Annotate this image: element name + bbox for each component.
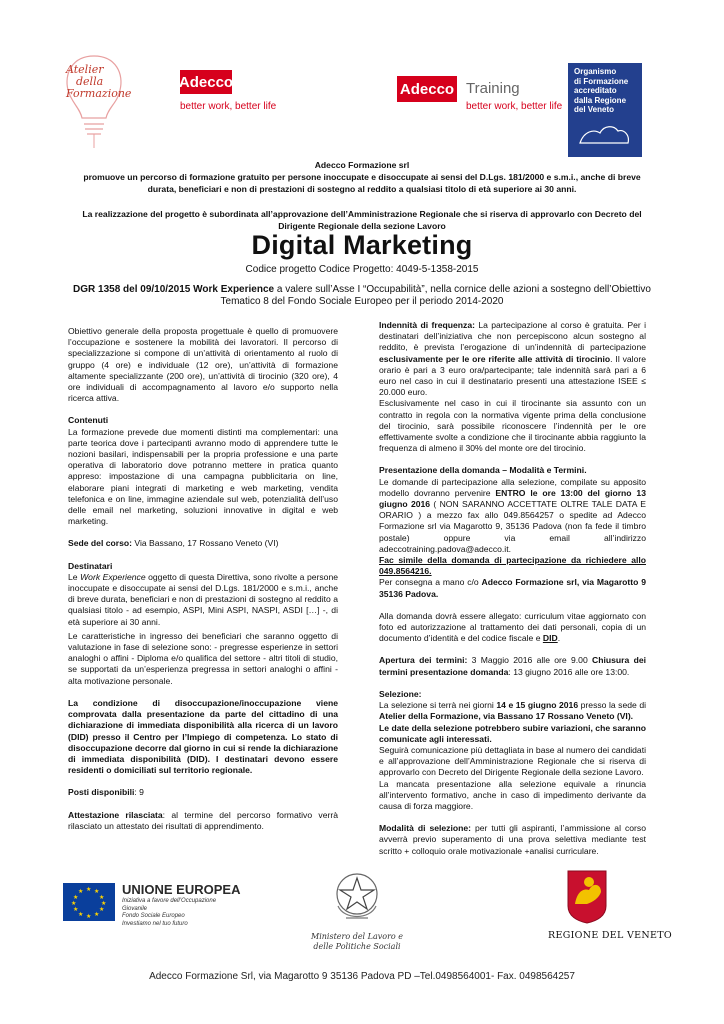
destinatari-section <box>68 561 338 628</box>
intro-paragraph: Obiettivo generale della proposta progettuale è quello di promuovere l’occupazione e sostenere la mobilità dei lavoratori. Il percorso di specializzazione si compone di un’attività di orientamento al ruolo di gruppo (4 ore) e individuale (12 ore), un’attività di formazione altamente specializzante (200 ore), un’attività di tirocinio (320 ore), 4 ore individuali di accompagnamento al lavoro e/o supporto nella ricerca attiva. <box>68 326 338 404</box>
presentazione-section <box>379 465 646 555</box>
contenuti-heading: Contenuti <box>68 415 109 426</box>
dest-text-a: Le <box>68 571 81 582</box>
sel-variazioni: Le date della selezione potrebbero subire variazioni, che saranno comunicate agli interessati. <box>379 722 646 744</box>
caratteristiche-paragraph: Le caratteristiche in ingresso dei beneficiari che saranno oggetto di valutazione in fase di selezione sono: - pregresse esperienze in settori analoghi o affini - Diploma e/o qualifica del settore - altri titoli di studio, se supportati da un’esperienza pregressa in settori analoghi o affini - alta motivazione personale. <box>68 630 338 686</box>
ministero-line-2: delle Politiche Sociali <box>313 942 401 951</box>
attestazione-label: Attestazione rilasciata <box>68 809 163 820</box>
selezione-heading: Selezione: <box>379 688 422 699</box>
veneto-line-4: dalla Regione <box>574 95 627 105</box>
sede-section <box>68 538 338 549</box>
atelier-line-2: della <box>76 75 104 88</box>
pres-text-b: ( NON SARANNO ACCETTATE OLTRE TALE DATA E ORARIO ) a mezzo fax allo 049.8564257 o spedite ad Adecco Formazione srl via Magarotto 9, 35136 Padova (non fa fede il timbro postale) oppure via email all’indirizzo adeccotraining.padova@adecco.it. <box>379 499 647 554</box>
ministero-text <box>292 932 422 952</box>
posti-label: Posti disponibili <box>68 787 135 798</box>
contenuti-text: La formazione prevede due momenti distinti ma complementari: una parte teorica dove i partecipanti avranno modo di apprendere tutte le nozioni basilari, indispensabili per la propria professione e una parte operativa di laboratorio dove potranno mettere in pratica quanto appreso: impostazione di una campagna pubblicitaria on line, elaborare piani integrati di marketing e web marketing, vendita telefonica e on line, immagine aziendale sul web, potenzialità dell’uso delle email nel marketing, soluzioni innovative in digital e web marketing. <box>68 426 338 527</box>
apertura-value: 3 Maggio 2016 alle ore 9.00 <box>467 655 593 666</box>
allegati-section: Alla domanda dovrà essere allegato: curriculum vitae aggiornato con foto ed autorizzazione al trattamento dei dati personali, copia di un documento d’identità e del codice fiscale e DID. <box>379 610 646 644</box>
training-word: Training <box>466 80 520 97</box>
approval-line-1: La realizzazione del progetto è subordinata all’approvazione dell’Amministrazione Regionale che si riserva di approvarlo con Decreto del <box>82 209 642 219</box>
company-name: Adecco Formazione srl <box>314 160 410 170</box>
italian-emblem-icon <box>330 866 384 928</box>
indennita-section <box>379 320 646 398</box>
veneto-line-3: accreditato <box>574 86 617 95</box>
dgr-rest: a valere sull’Asse I “Occupabilità”, nella cornice delle azioni a sostegno dell’Obiettivo <box>274 284 651 295</box>
attestazione-section <box>68 810 338 832</box>
indennita-text-a: La partecipazione al corso è gratuita. Per i destinatari dell’iniziativa che non percepiscono alcun sostegno al reddito, è prevista l’erogazione di un’indennità di partecipazione <box>379 320 647 353</box>
chiusura-value: : 13 giugno 2016 alle ore 13:00. <box>508 666 630 677</box>
indennita-bold: esclusivamente per le ore riferite alle attività di tirocinio <box>379 353 611 364</box>
apertura-label: Apertura dei termini: <box>379 655 468 666</box>
consegna-address: Adecco Formazione srl, via Magarotto 9 35136 Padova. <box>379 577 646 599</box>
destinatari-heading: Destinatari <box>68 560 113 571</box>
dgr-bold: DGR 1358 del 09/10/2015 Work Experience <box>73 284 275 295</box>
training-tagline: better work, better life <box>466 101 563 112</box>
veneto-line-2: di Formazione <box>574 76 629 86</box>
sede-value: Via Bassano, 17 Rossano Veneto (VI) <box>132 538 279 549</box>
left-column <box>68 326 338 843</box>
veneto-lion-icon <box>565 868 609 924</box>
posti-value: : 9 <box>134 787 144 798</box>
regione-veneto-text: REGIONE DEL VENETO <box>548 930 672 941</box>
adecco-tagline: better work, better life <box>180 101 277 112</box>
attestazione-value: : al termine del percorso formativo verrà rilasciato un attestato dei risultati di apprendimento. <box>68 809 338 831</box>
modalita-section <box>379 823 646 857</box>
chiusura-label: Chiusura dei termini presentazione domanda <box>379 655 646 677</box>
eu-sub-line-2: Fondo Sociale Europeo <box>122 913 185 919</box>
allegati-text: Alla domanda dovrà essere allegato: curriculum vitae aggiornato con foto ed autorizzazione al trattamento dei dati personali, copia di un documento d’identità e del codice fiscale e <box>379 610 646 644</box>
promo-line-1: promuove un percorso di formazione gratuito per persone inoccupate e disoccupate ai sensi del D.Lgs. 181/2000 e s.m.i., anche di breve <box>83 172 641 182</box>
modalita-text: per tutti gli aspiranti, l’ammissione al corso avverrà previo superamento di una prova selettiva mediante test scritto + colloquio orale motivazionale +analisi curriculare. <box>379 823 646 856</box>
posti-section <box>68 787 338 798</box>
veneto-line-5: del Veneto <box>574 105 615 114</box>
lion-icon <box>574 119 634 149</box>
ministero-line-1: Ministero del Lavoro e <box>311 932 403 941</box>
contenuti-section <box>68 415 338 527</box>
veneto-accreditation-logo <box>568 63 642 157</box>
dest-italic: Work Experience <box>80 571 146 582</box>
indennita-label: Indennità di frequenza: <box>379 320 475 330</box>
sel-place: Atelier della Formazione, via Bassano 17 Rossano Veneto (VI). <box>379 711 634 722</box>
veneto-line-1: Organismo <box>574 67 617 76</box>
fac-simile-link[interactable]: Fac simile della domanda di partecipazione da richiedere allo 049.8564216. <box>379 555 646 577</box>
pres-text-a: Le domande di partecipazione alla selezione, compilate su apposito modello dovranno pervenire <box>379 476 646 498</box>
dest-text-b: oggetto di questa Direttiva, sono rivolte a persone inoccupate e disoccupate ai sensi del D.Lgs. 181/2000 e s.m.i., anche di breve durata, beneficiari e non di prestazioni di sostegno al reddito a qualsiasi titolo - ad esempio, ASPI, Mini ASPI, NASPI, ASDI […] -, di età superiore ai 30 anni. <box>68 571 338 627</box>
promo-line-2: durata, beneficiari e non di prestazioni di sostegno al reddito a qualsiasi titolo di età superiore ai 30 anni. <box>147 184 577 194</box>
atelier-line-3: Formazione <box>66 87 132 100</box>
eu-subtitle <box>122 898 232 928</box>
atelier-line-1: Atelier <box>66 63 104 76</box>
sel-seguira: Seguirà comunicazione più dettagliata in base al numero dei candidati e all’approvazione dell’Amministrazione Regionale che si riserva di approvarlo con Decreto del Dirigente Regionale della sezione Lavoro. <box>379 744 646 778</box>
presentazione-heading: Presentazione della domanda – Modalità e Termini. <box>379 465 587 476</box>
dgr-line-1 <box>40 284 684 297</box>
did-label: DID <box>542 633 558 644</box>
adecco-training-logo: Adecco <box>397 76 457 102</box>
indennita-text-c: Esclusivamente nel caso in cui il tirocinante sia assunto con un contratto in regola con la normativa vigente prima della conclusione del tirocinio, sarà possibile riconoscere l’indennità per le ore effettivamente svolte a condizione che il tirocinante abbia raggiunto la frequenza di almeno il 30% del monte ore del tirocinio. <box>379 398 646 454</box>
atelier-logo <box>58 52 130 152</box>
modalita-label: Modalità di selezione: <box>379 823 472 834</box>
adecco-logo: Adecco <box>180 70 232 94</box>
pres-deadline: ENTRO le ore 13:00 del giorno 13 giugno 2016 <box>379 487 646 510</box>
footer-address: Adecco Formazione Srl, via Magarotto 9 35136 Padova PD –Tel.0498564001- Fax. 0498564257 <box>149 971 575 982</box>
dgr-line-2: Tematico 8 del Fondo Sociale Europeo per il periodo 2014-2020 <box>220 296 504 307</box>
sede-label: Sede del corso: <box>68 538 132 549</box>
indennita-text-b: . Il valore orario è pari a 3 euro ora/partecipante; tale indennità sarà pari a 6 euro nel caso in cui il destinatario presenti una attestazione ISEE ≤ 20.000 euro. <box>379 353 646 398</box>
eu-flag-icon: ★ ★ ★ ★ ★ ★ ★ ★ ★ ★ ★ ★ <box>63 883 115 921</box>
approval-line-2: Dirigente Regionale della sezione Lavoro <box>278 221 446 231</box>
consegna-section <box>379 577 646 599</box>
page-title: Digital Marketing <box>251 230 473 260</box>
sel-mancata: La mancata presentazione alla selezione equivale a rinuncia all’intervento formativo, anche in caso di impedimento derivante da causa di forza maggiore. <box>379 778 646 811</box>
project-code: Codice progetto Codice Progetto: 4049-5-1358-2015 <box>245 264 479 275</box>
right-column <box>379 320 646 868</box>
eu-title: UNIONE EUROPEA <box>122 882 241 897</box>
eu-sub-line-3: Investiamo nel tuo futuro <box>122 920 188 927</box>
termini-section <box>379 655 646 677</box>
condizione-paragraph: La condizione di disoccupazione/inoccupazione viene comprovata dalla presentazione da parte del cittadino di una dichiarazione di immediata disponibilità alla ricerca di un lavoro (DID) presso il Centro per l’Impiego di competenza. Lo stato di disoccupazione decorre dal giorno in cui si rende la dichiarazione di immediata disponibilità (DID). I destinatari devono essere residenti o domiciliati sul territorio regionale. <box>68 697 338 776</box>
sel-text-a: La selezione si terrà nei giorni <box>379 700 497 711</box>
sel-text-b: presso la sede di <box>578 700 647 711</box>
selezione-section <box>379 689 646 723</box>
sel-dates: 14 e 15 giugno 2016 <box>496 700 579 711</box>
consegna-text: Per consegna a mano c/o <box>379 577 482 588</box>
eu-sub-line-1: Iniziativa a favore dell’Occupazione Giovanile <box>122 898 217 912</box>
